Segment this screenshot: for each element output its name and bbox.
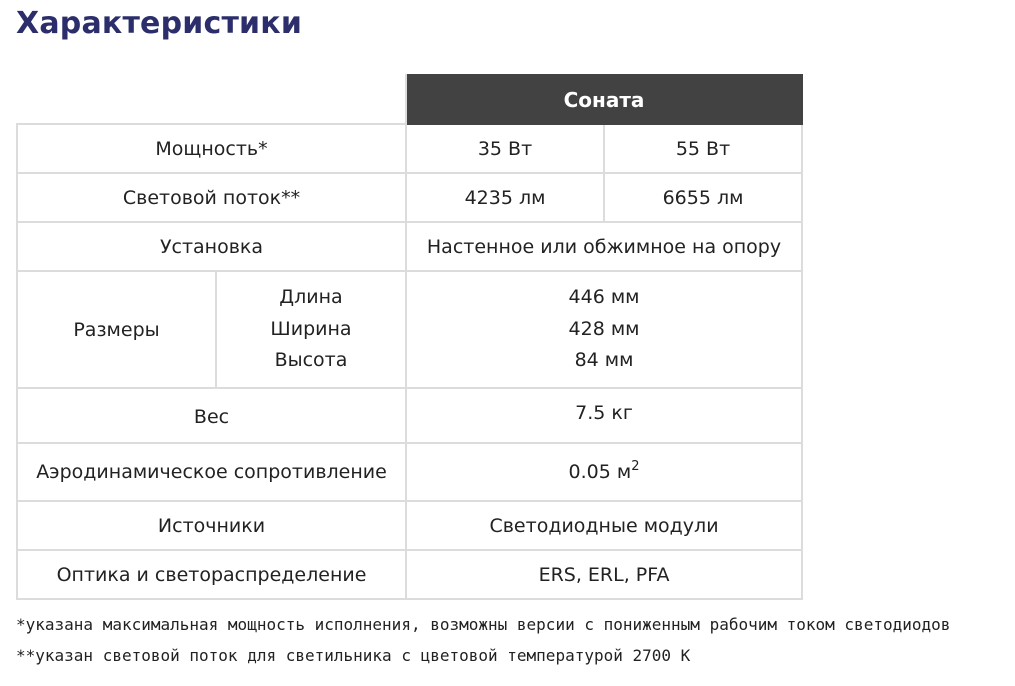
dimensions-sublabels bbox=[216, 271, 406, 388]
dimensions-label: Размеры bbox=[17, 271, 216, 388]
table-row-optics bbox=[17, 550, 802, 599]
optics-label: Оптика и светораспределение bbox=[17, 550, 406, 599]
width-label: Ширина bbox=[270, 317, 352, 340]
table-row-power bbox=[17, 124, 802, 173]
power-value-2: 55 Вт bbox=[604, 124, 802, 173]
aero-value: 0.05 м bbox=[568, 461, 632, 483]
dimensions-values bbox=[406, 271, 802, 388]
aero-value-cell bbox=[406, 443, 802, 501]
flux-value-2: 6655 лм bbox=[604, 173, 802, 222]
length-label: Длина bbox=[279, 286, 343, 309]
mount-label: Установка bbox=[17, 222, 406, 271]
sources-value: Светодиодные модули bbox=[406, 501, 802, 550]
weight-label: Вес bbox=[17, 388, 406, 443]
table-row-dimensions bbox=[17, 271, 802, 388]
table-row-aero bbox=[17, 443, 802, 501]
footnote-flux: **указан световой поток для светильника с цветовой температурой 2700 К bbox=[16, 646, 691, 665]
flux-label: Световой поток** bbox=[17, 173, 406, 222]
power-label: Мощность* bbox=[17, 124, 406, 173]
table-header-row bbox=[17, 75, 802, 124]
specs-table bbox=[16, 74, 803, 600]
product-name-header: Соната bbox=[406, 75, 802, 124]
length-value: 446 мм bbox=[568, 286, 640, 309]
sources-label: Источники bbox=[17, 501, 406, 550]
aero-label: Аэродинамическое сопротивление bbox=[17, 443, 406, 501]
width-value: 428 мм bbox=[568, 317, 640, 340]
height-label: Высота bbox=[274, 349, 348, 372]
page-title: Характеристики bbox=[16, 6, 303, 41]
table-row-flux bbox=[17, 173, 802, 222]
table-row-mount bbox=[17, 222, 802, 271]
weight-value: 7.5 кг bbox=[406, 388, 802, 443]
aero-unit-power: 2 bbox=[631, 459, 640, 474]
power-value-1: 35 Вт bbox=[406, 124, 604, 173]
table-row-sources bbox=[17, 501, 802, 550]
height-value: 84 мм bbox=[574, 349, 634, 372]
flux-value-1: 4235 лм bbox=[406, 173, 604, 222]
table-row-weight bbox=[17, 388, 802, 443]
optics-value: ERS, ERL, PFA bbox=[406, 550, 802, 599]
footnote-power: *указана максимальная мощность исполнения, возможны версии с пониженным рабочим током светодиодов bbox=[16, 615, 951, 634]
header-blank-cell bbox=[17, 75, 406, 124]
mount-value: Настенное или обжимное на опору bbox=[406, 222, 802, 271]
